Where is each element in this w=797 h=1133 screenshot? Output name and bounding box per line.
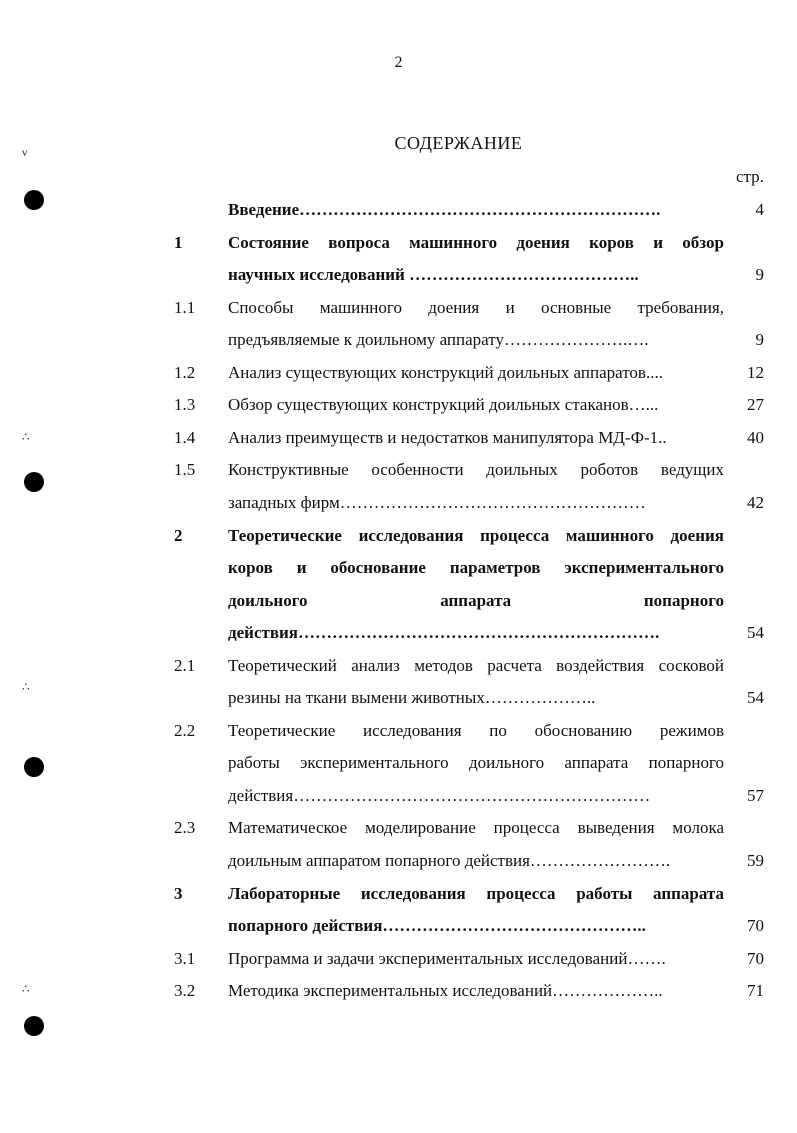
- binder-hole: [24, 472, 44, 492]
- toc-entry-number: [174, 198, 214, 222]
- toc-entry-number: 1.5: [174, 460, 196, 480]
- toc-entry-page: 57: [747, 785, 764, 805]
- toc-entry-number: 2.1: [174, 655, 196, 675]
- toc-entry-text-line: Теоретические исследования по обоснованию режимов: [228, 720, 724, 740]
- toc-entry-number: 2: [174, 525, 183, 545]
- toc-entry-page: 42: [747, 492, 764, 512]
- toc-entry-page: 12: [747, 362, 764, 382]
- toc-entry-text-line: Анализ преимуществ и недостатков манипулятора МД-Ф-1..: [228, 427, 667, 447]
- toc-entry-number: 2.2: [174, 720, 196, 740]
- toc-entry-page: 54: [747, 688, 764, 708]
- toc-entry-text-line: действия………………………………………………………: [228, 785, 651, 805]
- binder-hole: [24, 190, 44, 210]
- toc-entry-page: 4: [755, 200, 764, 219]
- toc-entry-number: 3.2: [174, 981, 196, 1001]
- toc-entry-text-line: научных исследований …………………………………..: [228, 265, 639, 285]
- toc-entry-number: 2.3: [174, 818, 196, 838]
- toc-entry-number: 1.3: [174, 395, 196, 415]
- toc-entry-text-line: Анализ существующих конструкций доильных аппаратов....: [228, 362, 663, 382]
- toc-entry-page: 59: [747, 851, 764, 870]
- toc-entry-text-line: работы экспериментального доильного аппарата попарного: [228, 753, 724, 773]
- toc-entry-text-line: Теоретические исследования процесса машинного доения: [228, 525, 724, 545]
- toc-entry-text-line: доильным аппаратом попарного действия…………………….: [228, 851, 671, 870]
- toc-entry-text-line: Программа и задачи экспериментальных исследований…….: [228, 948, 666, 968]
- toc-entry-text-line: Состояние вопроса машинного доения коров и обзор: [228, 232, 724, 252]
- toc-entry-text-line: Методика экспериментальных исследований………………..: [228, 981, 663, 1001]
- toc-entry-text-line: западных фирм………………………………………………: [228, 492, 646, 512]
- toc-entry-text-line: коров и обоснование параметров экспериментального: [228, 558, 724, 578]
- toc-entry-text-line: предъявляемые к доильному аппарату………………….….: [228, 330, 649, 350]
- toc-entry-text-line: действия……………………………………………………….: [228, 623, 660, 643]
- toc-entry-page: 9: [755, 265, 764, 285]
- toc-entry-page: 70: [747, 948, 764, 968]
- page-title: СОДЕРЖАНИЕ: [394, 133, 523, 153]
- binder-hole: [24, 1016, 44, 1036]
- toc-entry-number: 1: [174, 232, 183, 252]
- toc-entry-text-line: Конструктивные особенности доильных роботов ведущих: [228, 460, 724, 480]
- toc-entry-text-line: доильного аппарата попарного: [228, 590, 724, 610]
- page-number: 2: [394, 54, 403, 71]
- toc-entry-text-line: резины на ткани вымени животных………………..: [228, 688, 596, 708]
- toc-entry-page: 71: [747, 981, 764, 1001]
- toc-entry-number: 3.1: [174, 948, 196, 968]
- toc-entry-page: 54: [747, 623, 764, 643]
- toc-entry-text-line: Введение……………………………………………………….: [228, 200, 661, 219]
- toc-entry-text-line: попарного действия………………………………………..: [228, 916, 646, 936]
- page-column-label: стр.: [736, 167, 764, 186]
- toc-entry-page: 40: [747, 427, 764, 447]
- toc-entry-number: 3: [174, 883, 183, 903]
- toc-entry-text-line: Теоретический анализ методов расчета воздействия сосковой: [228, 655, 724, 675]
- toc-entry-page: 70: [747, 916, 764, 936]
- binder-hole: [24, 757, 44, 777]
- toc-entry-number: 1.4: [174, 427, 196, 447]
- toc-entry-number: 1.2: [174, 362, 196, 382]
- toc-entry-text-line: Способы машинного доения и основные требования,: [228, 297, 724, 317]
- toc-entry-page: 9: [755, 330, 764, 350]
- toc-entry-text-line: Лабораторные исследования процесса работы аппарата: [228, 883, 724, 903]
- toc-entry-text-line: Обзор существующих конструкций доильных стаканов…...: [228, 395, 659, 415]
- toc-entry-number: 1.1: [174, 297, 196, 317]
- margin-mark: ∴: [22, 430, 30, 444]
- toc-entry-text-line: Математическое моделирование процесса выведения молока: [228, 818, 724, 838]
- margin-mark: ν: [22, 145, 28, 159]
- margin-mark: ∴: [22, 680, 30, 694]
- toc-entry-page: 27: [747, 395, 764, 415]
- margin-mark: ∴: [22, 982, 30, 996]
